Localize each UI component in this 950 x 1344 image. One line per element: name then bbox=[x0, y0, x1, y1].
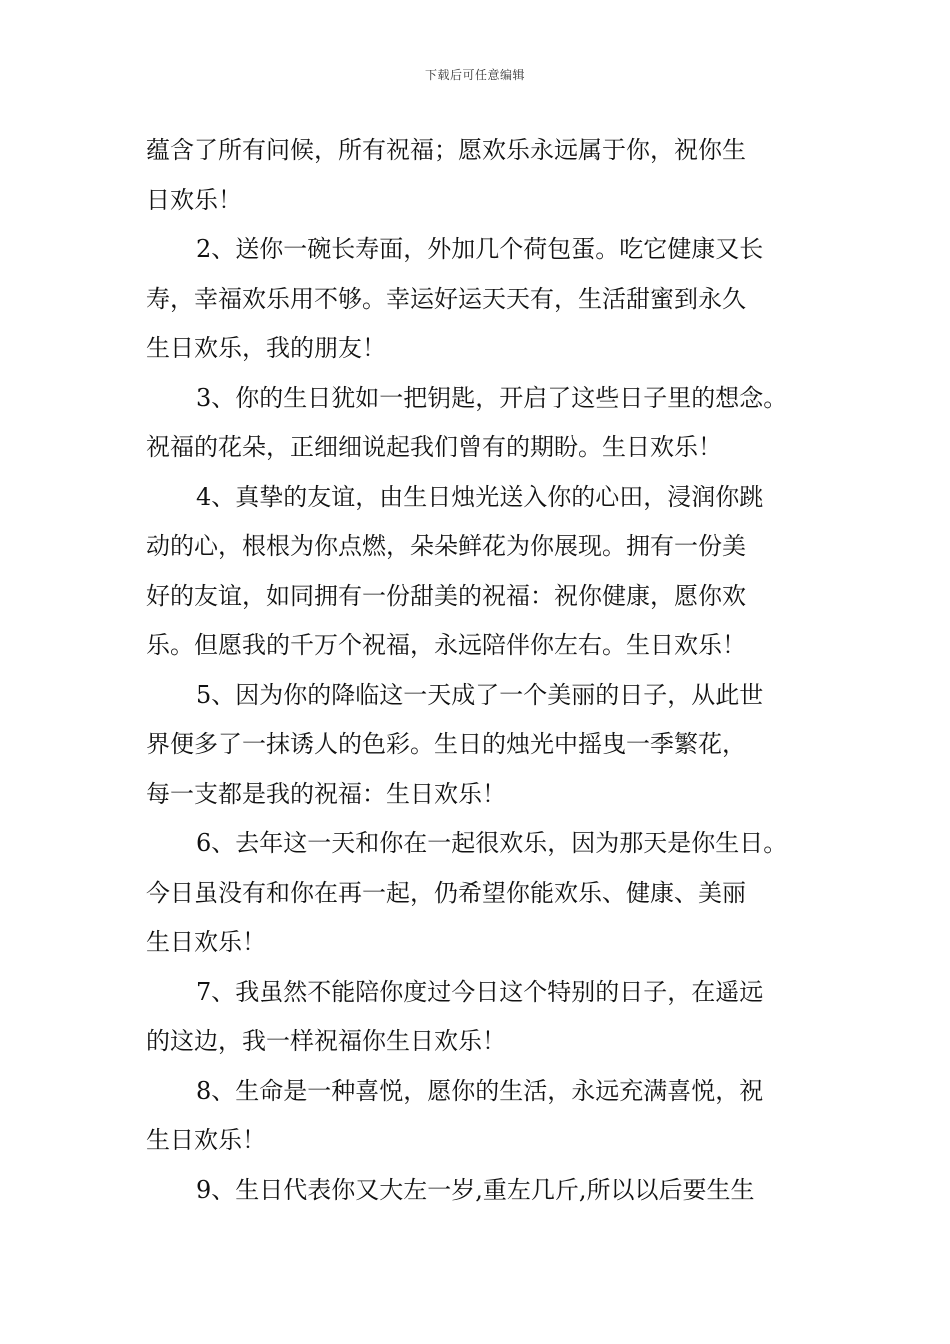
text-line: 9、生日代表你又大左一岁,重左几斤,所以以后要生生 bbox=[196, 1175, 755, 1204]
text-line: 生日欢乐！ bbox=[146, 1126, 266, 1154]
text-line: 生日欢乐，我的朋友！ bbox=[146, 334, 386, 362]
text-line: 7、我虽然不能陪你度过今日这个特别的日子，在遥远 bbox=[196, 977, 764, 1006]
text-line: 寿，幸福欢乐用不够。幸运好运天天有，生活甜蜜到永久 bbox=[146, 284, 746, 313]
text-line: 的这边，我一样祝福你生日欢乐！ bbox=[146, 1027, 506, 1055]
text-line: 5、因为你的降临这一天成了一个美丽的日子，从此世 bbox=[196, 680, 764, 709]
text-line: 界便多了一抹诱人的色彩。生日的烛光中摇曳一季繁花， bbox=[146, 730, 746, 758]
page-header: 下载后可任意编辑 bbox=[424, 68, 525, 82]
text-line: 8、生命是一种喜悦，愿你的生活，永远充满喜悦，祝 bbox=[196, 1076, 764, 1105]
text-line: 日欢乐！ bbox=[146, 185, 242, 214]
text-line: 蕴含了所有问候，所有祝福；愿欢乐永远属于你，祝你生 bbox=[146, 136, 746, 164]
text-line: 乐。但愿我的千万个祝福，永远陪伴你左右。生日欢乐！ bbox=[146, 631, 746, 659]
document-body bbox=[146, 126, 808, 1215]
text-line: 每一支都是我的祝福：生日欢乐！ bbox=[146, 779, 506, 808]
text-line: 6、去年这一天和你在一起很欢乐，因为那天是你生日。 bbox=[196, 829, 788, 857]
text-line: 动的心，根根为你点燃，朵朵鲜花为你展现。拥有一份美 bbox=[146, 532, 746, 560]
text-line: 今日虽没有和你在再一起，仍希望你能欢乐、健康、美丽 bbox=[146, 878, 746, 907]
text-line: 4、真挚的友谊，由生日烛光送入你的心田，浸润你跳 bbox=[196, 482, 764, 511]
text-line: 生日欢乐！ bbox=[146, 928, 266, 956]
text-line: 2、送你一碗长寿面，外加几个荷包蛋。吃它健康又长 bbox=[196, 235, 764, 263]
text-line: 好的友谊，如同拥有一份甜美的祝福：祝你健康，愿你欢 bbox=[146, 581, 746, 610]
text-line: 祝福的花朵，正细细说起我们曾有的期盼。生日欢乐！ bbox=[146, 433, 722, 461]
text-line: 3、你的生日犹如一把钥匙，开启了这些日子里的想念。 bbox=[196, 383, 788, 412]
